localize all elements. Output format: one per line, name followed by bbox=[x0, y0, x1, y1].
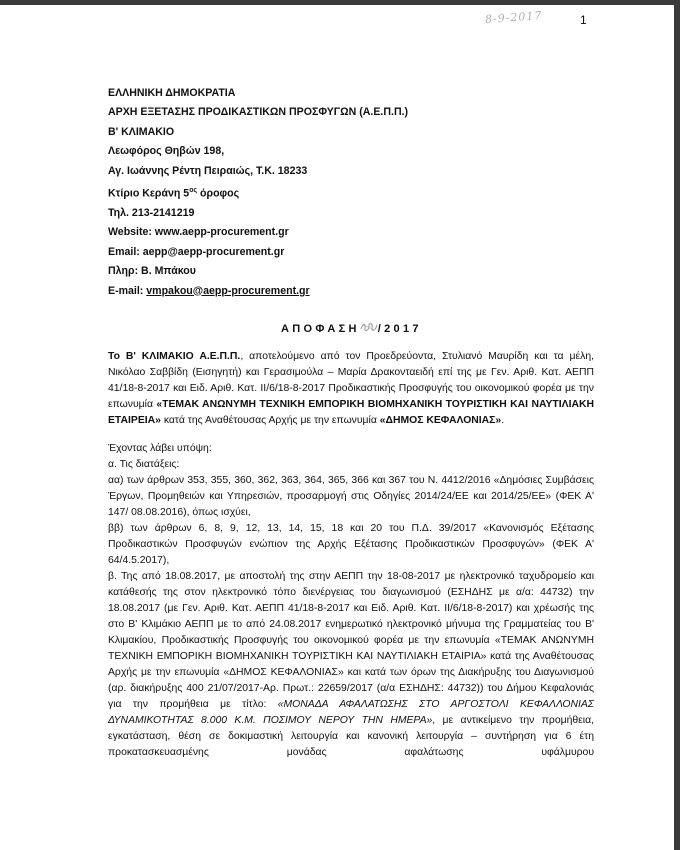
letterhead bbox=[108, 84, 408, 301]
scan-border-top bbox=[0, 0, 680, 5]
header-chamber: Β' ΚΛΙΜΑΚΙΟ bbox=[108, 125, 175, 138]
header-contact: Πληρ: Β. Μπάκου bbox=[108, 265, 196, 278]
handwritten-date: 8-9-2017 bbox=[484, 9, 543, 26]
handwritten-number-scribble bbox=[360, 321, 378, 333]
header-phone: Τηλ. 213-2141219 bbox=[108, 206, 195, 219]
item-bb: ββ) των άρθρων 6, 8, 9, 12, 13, 14, 15, 18 και 20 του Π.Δ. 39/2017 «Κανονισμός Εξέτασης Προδικαστικών Προσφυγών ενώπιον της Αρχής Εξέτασης Προδικαστικών Προσφυγών» (ΦΕΚ Α' 64/4.5.2017), bbox=[108, 523, 594, 566]
header-email: Email: aepp@aepp-procurement.gr bbox=[108, 245, 285, 258]
header-city: Αγ. Ιωάννης Ρέντη Πειραιώς, Τ.Κ. 18233 bbox=[108, 164, 308, 177]
item-b: β. Της από 18.08.2017, με αποστολή της στην ΑΕΠΠ την 18-08-2017 με ηλεκτρονικό ταχυδρομείο και κατάθεσής της στον ηλεκτρονικό τόπο διενέργειας του διαγωνισμού (ΕΣΗΔΗΣ με α/α: 44732) την 18.08.2017 (με Γεν. Αριθ. Κατ. ΑΕΠΠ 41/18-8-2017 και Ειδ. Αριθ. Κατ. ΙΙ/6/18-8-2017) και χρέωσής της στο Β' Κλιμάκιο ΑΕΠΠ με το από 24.08.2017 ενημερωτικό ηλεκτρονικό μήνυμα της Γραμματείας του Β' Κλιμακίου, Προδικαστικής Προσφυγής του οικονομικού φορέα με την επωνυμία «ΤΕΜΑΚ ΑΝΩΝΥΜΗ ΤΕΧΝΙΚΗ ΕΜΠΟΡΙΚΗ ΒΙΟΜΗΧΑΝΙΚΗ ΤΟΥΡΙΣΤΙΚΗ ΚΑΙ ΝΑΥΤΙΛΙΑΚΗ ΕΤΑΙΡΙΑ» κατά της Αναθέτουσας Αρχής με την επωνυμία «ΔΗΜΟΣ ΚΕΦΑΛΟΝΙΑΣ» και κατά των όρων της Διακήρυξης του Διαγωνισμού (αρ. διακήρυξης 400 21/07/2017-Αρ. Πρωτ.: 22659/2017 (α/α ΕΣΗΔΗΣ: 44732)) του Δήμου Κεφαλονιάς για την προμήθεια με τίτλο: «ΜΟΝΑΔΑ ΑΦΑΛΑΤΩΣΗΣ ΣΤΟ ΑΡΓΟΣΤΟΛΙ ΚΕΦΑΛΛΟΝΙΑΣ ΔΥΝΑΜΙΚΟΤΗΤΑΣ 8.000 Κ.Μ. ΠΟΣΙΜΟΥ ΝΕΡΟΥ ΤΗΝ ΗΜΕΡΑ», με αντικείμενο την προμήθεια, εγκατάσταση, θέση σε δοκιμαστική λειτουργία και κανονική λειτουργία – συντήρηση για 6 έτη προκατασκευασμένης μονάδας αφαλάτωσης υφάλμυρου bbox=[108, 571, 594, 758]
decision-title: ΑΠΟΦΑΣΗ /2017 bbox=[281, 323, 422, 335]
considerations-heading: Έχοντας λάβει υπόψη: bbox=[108, 443, 212, 454]
intro-paragraph: Το Β' ΚΛΙΜΑΚΙΟ Α.Ε.Π.Π., αποτελούμενο από τον Προεδρεύοντα, Στυλιανό Μαυρίδη και τα μέλη, Νικόλαο Σαββίδη (Εισηγητή) και Γερασιμούλα – Μαρία Δρακονταειδή επί της με Γεν. Αριθ. Κατ. ΑΕΠΠ 41/18-8-2017 και Ειδ. Αριθ. Κατ. ΙΙ/6/18-8-2017 Προδικαστικής Προσφυγής του οικονομικού φορέα με την επωνυμία «ΤΕΜΑΚ ΑΝΩΝΥΜΗ ΤΕΧΝΙΚΗ ΕΜΠΟΡΙΚΗ ΒΙΟΜΗΧΑΝΙΚΗ ΤΟΥΡΙΣΤΙΚΗ ΚΑΙ ΝΑΥΤΙΛΙΑΚΗ ΕΤΑΙΡΕΙΑ» κατά της Αναθέτουσας Αρχής με την επωνυμία «ΔΗΜΟΣ ΚΕΦΑΛΟΝΙΑΣ». bbox=[108, 351, 594, 426]
header-contact-email: E-mail: vmpakou@aepp-procurement.gr bbox=[108, 284, 310, 297]
contact-email-link[interactable]: vmpakou@aepp-procurement.gr bbox=[146, 284, 310, 297]
header-website: Website: www.aepp-procurement.gr bbox=[108, 226, 289, 239]
header-building: Κτίριο Κεράνη $5^{o\varsigma}$ όροφος bbox=[108, 187, 240, 200]
header-country: ΕΛΛΗΝΙΚΗ ΔΗΜΟΚΡΑΤΙΑ bbox=[108, 87, 236, 99]
scan-border-right bbox=[674, 0, 680, 850]
item-aa: αα) των άρθρων 353, 355, 360, 362, 363, 364, 365, 366 και 367 του Ν. 4412/2016 «Δημόσιες Συμβάσεις Έργων, Προμηθειών και Υπηρεσιών, προσαρμογή στις Οδηγίες 2014/24/ΕΕ και 2014/25/ΕΕ» (ΦΕΚ Α' 147/ 08.08.2016), όπως ισχύει, bbox=[108, 475, 594, 518]
header-street: Λεωφόρος Θηβών 198, bbox=[108, 145, 225, 158]
item-a: α. Τις διατάξεις: bbox=[108, 459, 180, 470]
decision-body bbox=[108, 349, 594, 761]
header-authority: ΑΡΧΗ ΕΞΕΤΑΣΗΣ ΠΡΟΔΙΚΑΣΤΙΚΩΝ ΠΡΟΣΦΥΓΩΝ (Α.Ε.Π.Π.) bbox=[108, 106, 409, 119]
page-number: 1 bbox=[580, 13, 587, 27]
